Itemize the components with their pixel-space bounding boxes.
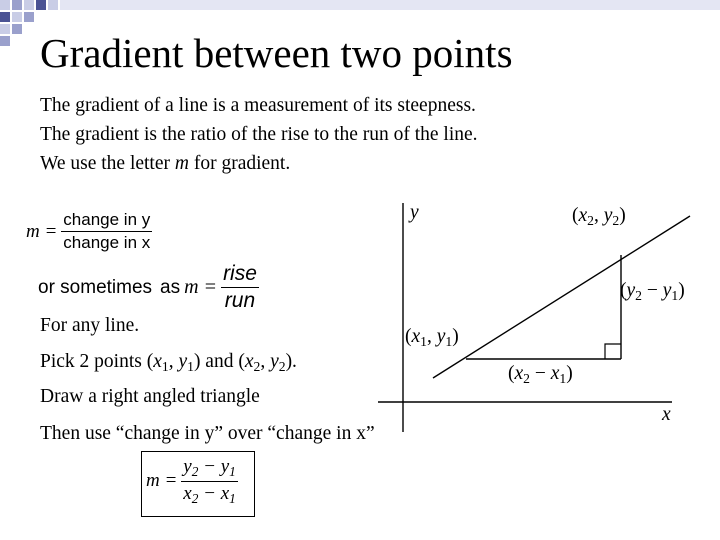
point-2-label: ($x_2$, $y_2$) [572,205,626,229]
right-angle-marker [605,344,621,359]
step-3: Draw a right angled triangle [40,386,260,407]
formula-coordinates: m = $\frac{y_2 - y_1}{x_2 - x_1}$ [146,456,236,506]
step-4: Then use “change in y” over “change in x” [40,423,375,444]
run-label: $(x_2 - x_1)$ [508,363,573,387]
slide-title: Gradient between two points [40,30,513,76]
formula-rise: rise [221,262,259,288]
intro-line-3: We use the letter m for gradient. [40,153,291,174]
formula-change: m = $\frac{\text{change in y}}{\text{change in x}}$ [26,210,151,252]
formula-coordinates-numerator: $y_2 - y_1$ [181,456,238,482]
or-sometimes-text: or sometimes [38,276,153,298]
formula-coordinates-denominator: $x_2 - x_1$ [183,482,236,506]
rise-label: $(y_2 - y_1)$ [620,280,685,304]
x-axis-label: x [662,404,671,425]
formula-change-numerator: change in y [61,210,152,232]
y-axis-label: y [410,202,419,223]
step-2: Pick 2 points ($x_1$, $y_1$) and ($x_2$, $y_2$). [40,351,297,375]
intro-line-2: The gradient is the ratio of the rise to the run of the line. [40,124,478,145]
formula-change-denominator: change in x [63,233,151,252]
step-1: For any line. [40,315,140,336]
point-1-label: ($x_1$, $y_1$) [405,326,459,350]
intro-line-1: The gradient of a line is a measurement of its steepness. [40,95,476,116]
formula-run: run [224,289,256,312]
formula-rise-run: or sometimes as m = $\frac{\text{rise}}{\text{run}}$ [38,262,257,312]
